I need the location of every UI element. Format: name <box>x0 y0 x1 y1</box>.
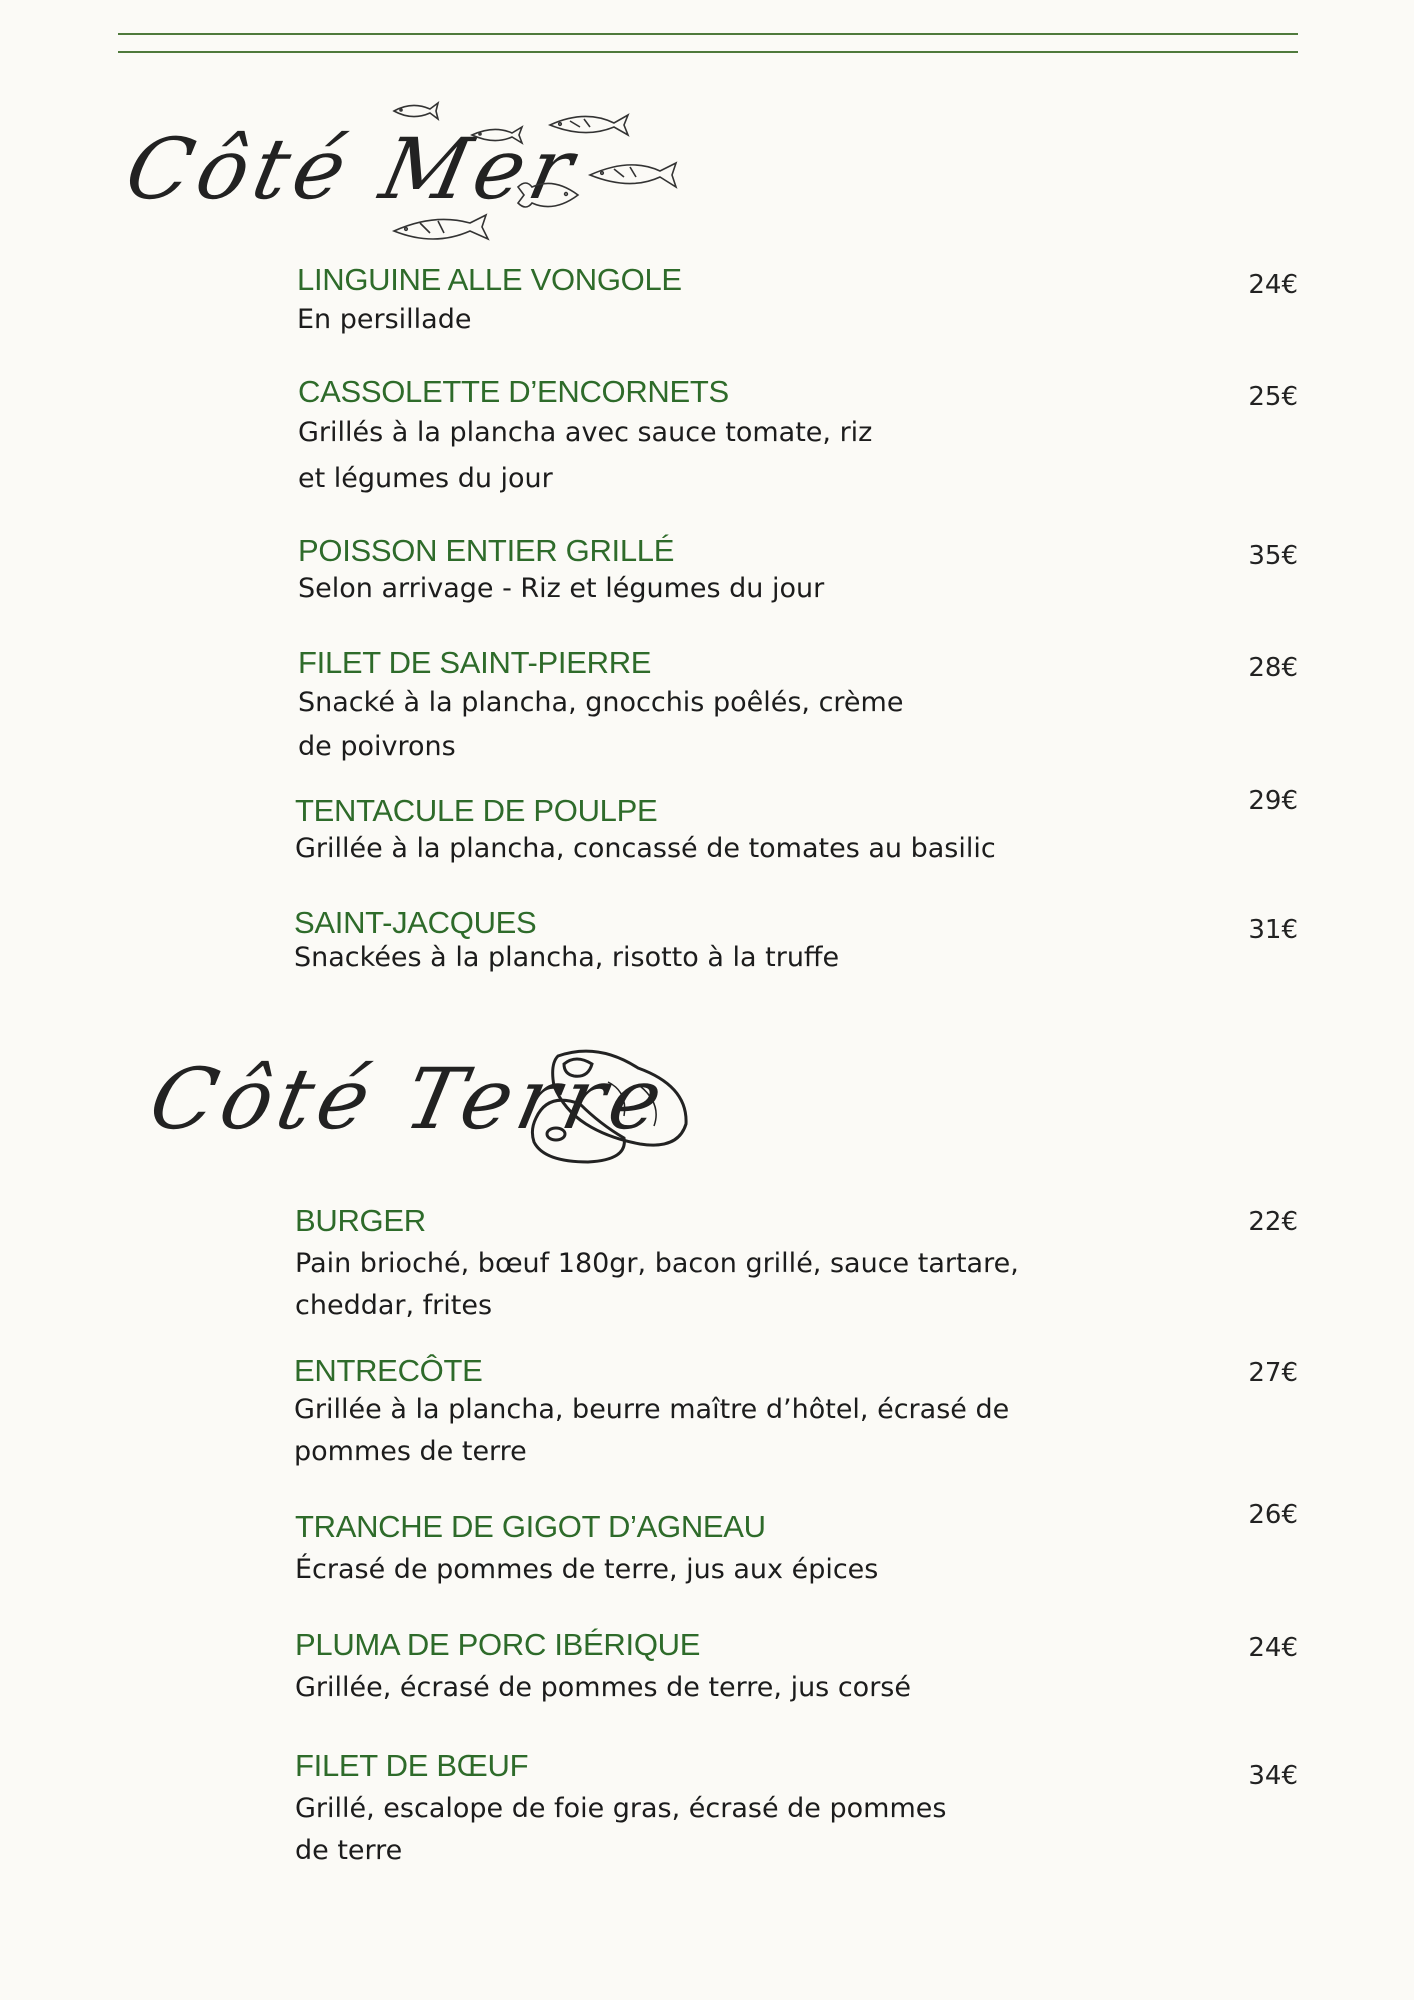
section-title-mer: Côté Mer <box>117 120 588 218</box>
fish-icon <box>550 115 628 135</box>
menu-item <box>295 1509 1295 1591</box>
menu-item <box>298 533 1298 609</box>
dish-description: Snackées à la plancha, risotto à la truffe <box>294 942 840 973</box>
menu-item <box>295 793 1295 869</box>
dish-description: Selon arrivage - Riz et légumes du jour <box>298 573 825 604</box>
fish-icon <box>590 163 676 187</box>
dish-description: Écrasé de pommes de terre, jus aux épices <box>295 1554 879 1585</box>
dish-name: TENTACULE DE POULPE <box>295 793 658 828</box>
fish-icon <box>380 95 690 255</box>
dish-price: 24€ <box>1248 1633 1298 1663</box>
fish-icon <box>394 215 488 239</box>
dish-price: 35€ <box>1248 541 1298 571</box>
dish-price: 22€ <box>1248 1207 1298 1237</box>
dish-description: Grillés à la plancha avec sauce tomate, riz et légumes du jour <box>298 417 873 494</box>
dish-name: FILET DE BŒUF <box>295 1748 529 1783</box>
dish-name: FILET DE SAINT-PIERRE <box>298 645 652 680</box>
fish-icon <box>472 127 522 143</box>
menu-item <box>295 1203 1295 1327</box>
dish-name: CASSOLETTE D’ENCORNETS <box>298 374 729 409</box>
dish-price: 31€ <box>1248 915 1298 945</box>
dish-name: ENTRECÔTE <box>294 1353 483 1388</box>
menu-item <box>294 1353 1294 1473</box>
dish-name: SAINT-JACQUES <box>294 905 537 940</box>
dish-description: Grillée à la plancha, beurre maître d’hôtel, écrasé de pommes de terre <box>294 1394 1010 1467</box>
menu-item <box>294 905 1294 975</box>
dish-price: 27€ <box>1248 1358 1298 1388</box>
dish-name: POISSON ENTIER GRILLÉ <box>298 533 675 568</box>
dish-price: 24€ <box>1248 270 1298 300</box>
dish-description: Snacké à la plancha, gnocchis poêlés, crème de poivrons <box>298 687 904 762</box>
dish-description: Grillé, escalope de foie gras, écrasé de pommes de terre <box>295 1793 947 1866</box>
fish-icon <box>518 183 578 207</box>
dish-description: En persillade <box>297 304 472 335</box>
dish-description: Grillée, écrasé de pommes de terre, jus corsé <box>295 1672 911 1703</box>
dish-price: 34€ <box>1248 1761 1298 1791</box>
dish-price: 26€ <box>1248 1500 1298 1530</box>
menu-item <box>295 1627 1295 1709</box>
dish-price: 25€ <box>1248 382 1298 412</box>
dish-price: 29€ <box>1248 786 1298 816</box>
dish-name: PLUMA DE PORC IBÉRIQUE <box>295 1627 701 1662</box>
menu-item <box>298 374 1298 502</box>
menu-item <box>298 645 1298 769</box>
fish-icon <box>394 103 438 119</box>
steak-icon <box>528 1046 694 1164</box>
dish-name: BURGER <box>295 1203 426 1238</box>
dish-name: TRANCHE DE GIGOT D’AGNEAU <box>295 1509 766 1544</box>
dish-description: Grillée à la plancha, concassé de tomates au basilic <box>295 833 996 864</box>
menu-item <box>297 262 1297 342</box>
top-rule-secondary <box>118 51 1298 53</box>
menu-item <box>295 1748 1295 1872</box>
dish-price: 28€ <box>1248 653 1298 683</box>
top-rule <box>118 33 1298 35</box>
dish-description: Pain brioché, bœuf 180gr, bacon grillé, sauce tartare, cheddar, frites <box>295 1248 1019 1321</box>
dish-name: LINGUINE ALLE VONGOLE <box>297 262 682 297</box>
section-title-terre: Côté Terre <box>141 1050 677 1148</box>
